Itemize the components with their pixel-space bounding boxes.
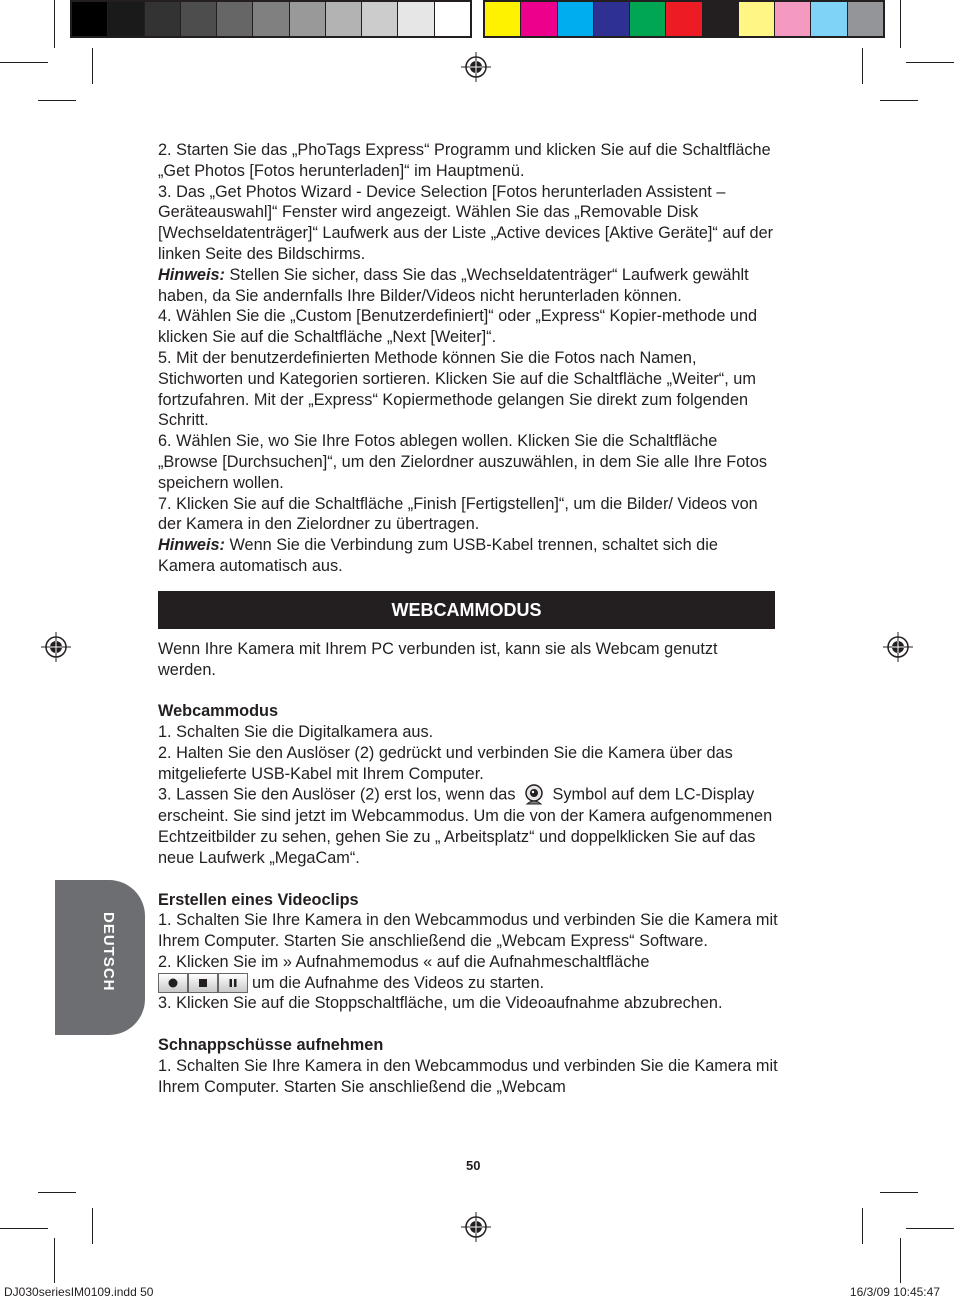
- color-swatch: [594, 2, 630, 36]
- crop-mark: [880, 1192, 918, 1193]
- step: 2. Halten Sie den Auslöser (2) gedrückt und verbinden Sie die Kamera über das mitgelieferte USB-Kabel mit Ihrem Computer.: [158, 743, 733, 783]
- color-swatch: [290, 2, 326, 36]
- crop-mark: [92, 1208, 93, 1244]
- recording-controls: [158, 973, 248, 993]
- crop-mark: [900, 1238, 901, 1283]
- crop-mark: [38, 100, 76, 101]
- hint-paragraph: [158, 535, 778, 577]
- color-swatch: [253, 2, 289, 36]
- hint-text: Wenn Sie die Verbindung zum USB-Kabel trennen, schaltet sich die Kamera automatisch aus.: [158, 536, 718, 575]
- paragraph: 2. Starten Sie das „PhoTags Express“ Programm und klicken Sie auf die Schaltfläche „Get Photos [Fotos herunterladen]“ im Hauptmenü.: [158, 141, 771, 180]
- step: [158, 784, 778, 868]
- paragraph: 6. Wählen Sie, wo Sie Ihre Fotos ablegen wollen. Klicken Sie die Schaltfläche „Browse [Durchsuchen]“, um den Zielordner auszuwählen, in dem Sie alle Ihre Fotos speichern wollen.: [158, 432, 768, 492]
- webcam-icon: [520, 784, 548, 806]
- crop-mark: [900, 0, 901, 48]
- crop-mark: [92, 48, 93, 84]
- crop-mark: [54, 0, 55, 48]
- crop-mark: [880, 100, 918, 101]
- step: [158, 973, 778, 994]
- footer-timestamp: 16/3/09 10:45:47: [849, 1285, 940, 1299]
- color-swatch: [485, 2, 521, 36]
- record-icon: [158, 973, 188, 993]
- crop-mark: [862, 1208, 863, 1244]
- step: 3. Klicken Sie auf die Stoppschaltfläche, um die Videoaufnahme abzubrechen.: [158, 994, 723, 1013]
- step-text: 3. Lassen Sie den Auslöser (2) erst los, wenn das: [158, 785, 521, 804]
- color-swatch: [811, 2, 847, 36]
- registration-mark-icon: [461, 52, 491, 82]
- step: 1. Schalten Sie die Digitalkamera aus.: [158, 722, 434, 741]
- crop-mark: [54, 1238, 55, 1283]
- paragraph: 4. Wählen Sie die „Custom [Benutzerdefiniert]“ oder „Express“ Kopier-methode und klicken Sie auf die Schaltfläche „Next [Weiter]“.: [158, 307, 758, 347]
- registration-mark-icon: [883, 632, 913, 662]
- color-swatch: [630, 2, 666, 36]
- hint-text: Stellen Sie sicher, dass Sie das „Wechseldatenträger“ Laufwerk gewählt haben, da Sie andernfalls Ihre Bilder/Videos nicht herunterladen können.: [158, 265, 749, 305]
- crop-mark: [906, 62, 954, 63]
- intro-paragraph: Wenn Ihre Kamera mit Ihrem PC verbunden ist, kann sie als Webcam genutzt werden.: [158, 639, 718, 679]
- step-text: Symbol auf dem LC-Display erscheint. Sie sind jetzt im Webcammodus. Um die von der Kamera aufgenommenen Echtzeitbilder zu sehen, gehen Sie zu „ Arbeitsplatz“ und doppelklicken Sie auf das neue Laufwerk „MegaCam“.: [158, 785, 773, 867]
- language-tab-label: DEUTSCH: [100, 912, 117, 992]
- stop-icon: [188, 973, 218, 993]
- color-swatch: [217, 2, 253, 36]
- color-swatch: [558, 2, 594, 36]
- crop-mark: [862, 48, 863, 84]
- color-swatch: [326, 2, 362, 36]
- color-swatch: [848, 2, 883, 36]
- paragraph: 3. Das „Get Photos Wizard - Device Selection [Fotos herunterladen Assistent – Geräteauswahl]“ Fenster wird angezeigt. Wählen Sie das „Removable Disk [Wechseldatenträger]“ Laufwerk aus der Liste „Active devices [Aktive Geräte]“ auf der linken Seite des Bildschirms.: [158, 182, 774, 263]
- paragraph: 5. Mit der benutzerdefinierten Methode können Sie die Fotos nach Namen, Stichworten und Kategorien sortieren. Klicken Sie auf die Schaltfläche „Weiter“, um fortzufahren. Mit der „Express“ Kopiermethode gelangen Sie direkt zum folgenden Schritt.: [158, 348, 756, 430]
- page-number: 50: [466, 1158, 481, 1173]
- step: 1. Schalten Sie Ihre Kamera in den Webcammodus und verbinden Sie die Kamera mit Ihrem Computer. Starten Sie anschließend die „Webcam: [158, 1056, 778, 1096]
- color-swatch: [703, 2, 739, 36]
- color-swatch: [108, 2, 144, 36]
- color-swatch: [72, 2, 108, 36]
- step: 1. Schalten Sie Ihre Kamera in den Webcammodus und verbinden Sie die Kamera mit Ihrem Computer. Starten Sie anschließend die „Webcam Express“ Software.: [158, 911, 778, 951]
- color-swatch: [666, 2, 702, 36]
- process-color-bar: [483, 0, 885, 38]
- subheading-webcam: Webcammodus: [158, 702, 279, 721]
- color-swatch: [362, 2, 398, 36]
- section-heading: WEBCAMMODUS: [158, 591, 775, 629]
- hint-paragraph: [158, 265, 778, 307]
- crop-mark: [906, 1228, 954, 1229]
- registration-mark-icon: [41, 632, 71, 662]
- color-swatch: [435, 2, 470, 36]
- color-swatch: [145, 2, 181, 36]
- pause-icon: [218, 973, 248, 993]
- color-swatch: [739, 2, 775, 36]
- crop-mark: [0, 62, 48, 63]
- crop-mark: [38, 1192, 76, 1193]
- color-swatch: [521, 2, 557, 36]
- paragraph: 7. Klicken Sie auf die Schaltfläche „Finish [Fertigstellen]“, um die Bilder/ Videos von der Kamera in den Zielordner zu übertragen.: [158, 494, 758, 534]
- language-tab: [55, 880, 145, 1035]
- grayscale-color-bar: [70, 0, 472, 38]
- hint-label: Hinweis:: [158, 536, 225, 555]
- color-swatch: [775, 2, 811, 36]
- step: 2. Klicken Sie im » Aufnahmemodus « auf die Aufnahmeschaltfläche: [158, 952, 650, 971]
- hint-label: Hinweis:: [158, 265, 225, 284]
- crop-mark: [0, 1228, 48, 1229]
- footer-file-info: DJ030seriesIM0109.indd 50: [4, 1285, 154, 1299]
- color-swatch: [181, 2, 217, 36]
- step-text: um die Aufnahme des Videos zu starten.: [252, 973, 545, 992]
- registration-mark-icon: [461, 1212, 491, 1242]
- subheading-video: Erstellen eines Videoclips: [158, 890, 359, 909]
- color-swatch: [398, 2, 434, 36]
- page-content: [158, 140, 778, 1097]
- subheading-snapshot: Schnappschüsse aufnehmen: [158, 1036, 384, 1055]
